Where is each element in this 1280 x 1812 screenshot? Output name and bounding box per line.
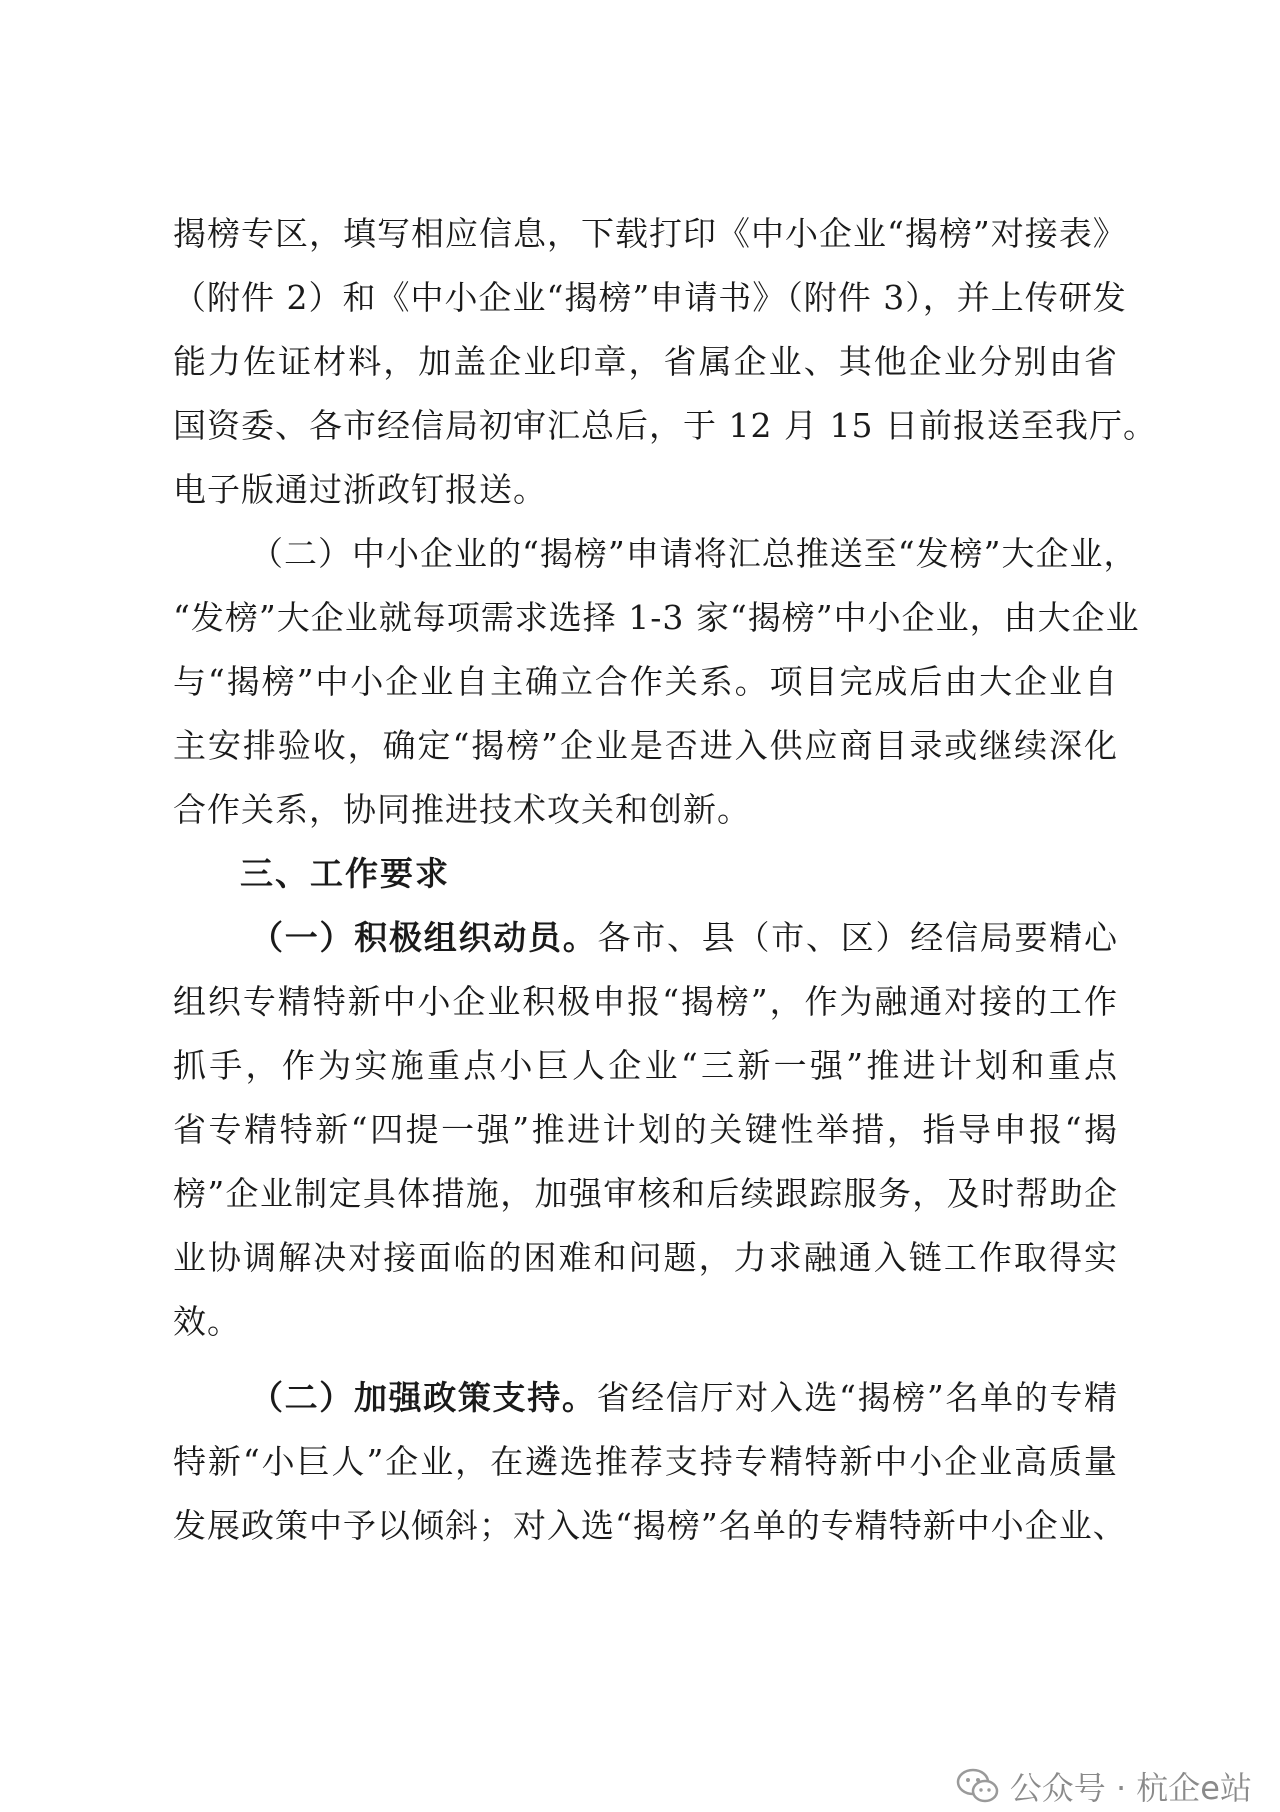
paragraph-lead: （一）积极组织动员。 (250, 918, 598, 957)
text-line: “发榜”大企业就每项需求选择 1-3 家“揭榜”中小企业，由大企业 (173, 598, 1140, 637)
paragraph-text: 各市、县（市、区）经信局要精心 (597, 918, 1118, 957)
text-line: 省专精特新“四提一强”推进计划的关键性举措，指导申报“揭 (173, 1110, 1118, 1149)
text-line (250, 916, 1118, 960)
text-line: 组织专精特新中小企业积极申报“揭榜”，作为融通对接的工作 (173, 982, 1118, 1021)
text-line: 业协调解决对接面临的困难和问题，力求融通入链工作取得实 (173, 1238, 1118, 1277)
text-line: 与“揭榜”中小企业自主确立合作关系。项目完成后由大企业自 (173, 662, 1118, 701)
text-line: （附件 2）和《中小企业“揭榜”申请书》（附件 3），并上传研发 (173, 278, 1127, 317)
text-line: 榜”企业制定具体措施，加强审核和后续跟踪服务，及时帮助企 (173, 1174, 1118, 1213)
wechat-watermark (956, 1763, 1252, 1809)
text-line: 效。 (173, 1302, 241, 1341)
text-line: 主安排验收，确定“揭榜”企业是否进入供应商目录或继续深化 (173, 726, 1118, 765)
text-line: 揭榜专区，填写相应信息，下载打印《中小企业“揭榜”对接表》 (173, 214, 1127, 253)
text-line: 发展政策中予以倾斜；对入选“揭榜”名单的专精特新中小企业、 (173, 1506, 1127, 1545)
text-line: 能力佐证材料，加盖企业印章，省属企业、其他企业分别由省 (173, 342, 1118, 381)
paragraph-text: 省经信厅对入选“揭榜”名单的专精 (596, 1378, 1118, 1417)
text-line: 电子版通过浙政钉报送。 (173, 470, 547, 509)
wechat-icon (956, 1768, 1000, 1804)
paragraph-lead: （二）加强政策支持。 (250, 1378, 597, 1417)
text-line: 特新“小巨人”企业，在遴选推荐支持专精特新中小企业高质量 (173, 1442, 1118, 1481)
watermark-text: 公众号 · 杭企e站 (1009, 1769, 1252, 1807)
text-line: 国资委、各市经信局初审汇总后，于 12 月 15 日前报送至我厅。 (173, 406, 1157, 445)
text-line: 合作关系，协同推进技术攻关和创新。 (173, 790, 751, 829)
text-line (250, 1376, 1118, 1420)
text-line: 抓手，作为实施重点小巨人企业“三新一强”推进计划和重点 (173, 1046, 1118, 1085)
section-heading: 三、工作要求 (240, 854, 450, 893)
text-line: （二）中小企业的“揭榜”申请将汇总推送至“发榜”大企业， (250, 534, 1138, 573)
